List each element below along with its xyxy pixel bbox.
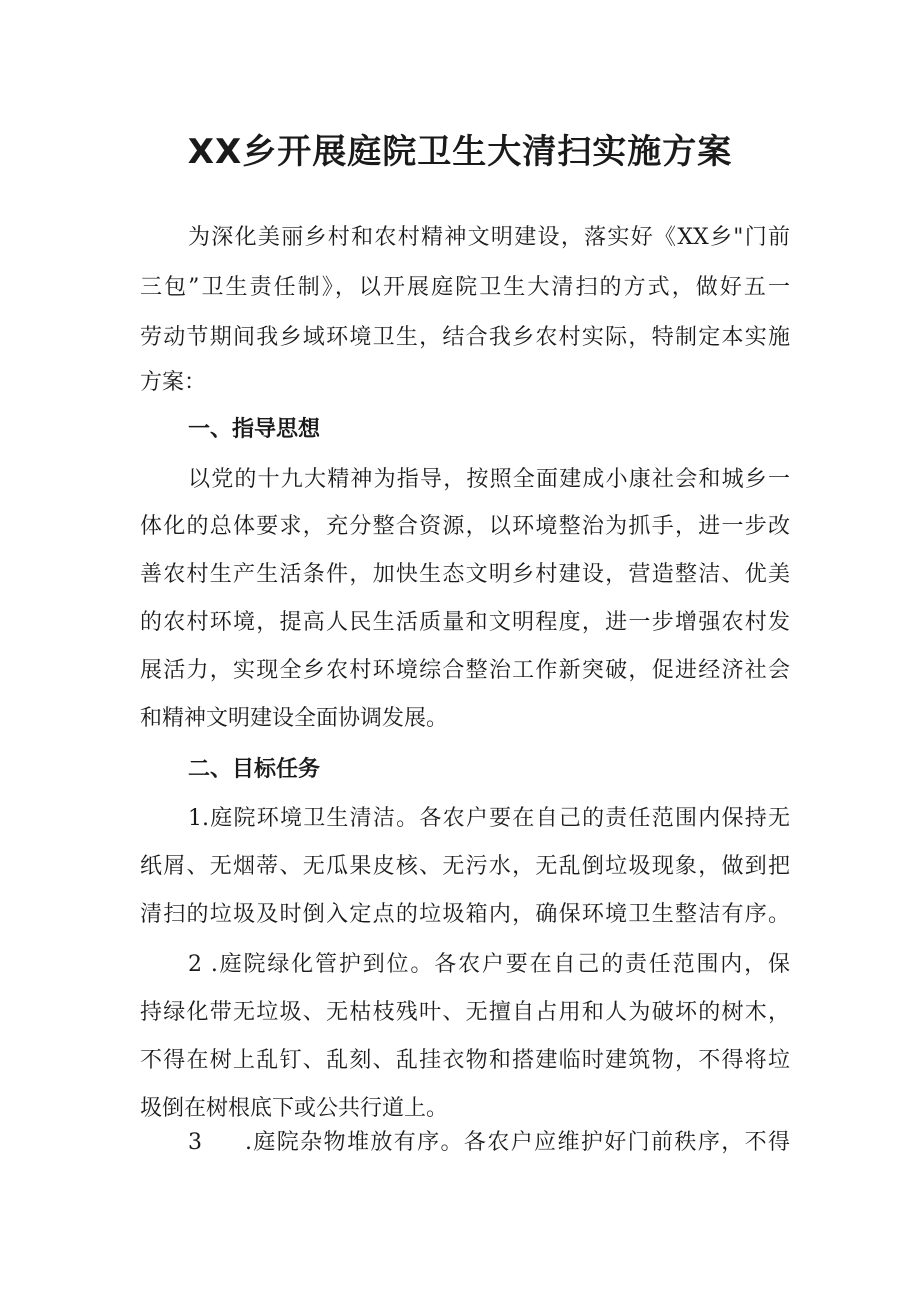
section1-line-5: 展活力，实现全乡农村环境综合整治工作新突破，促进经济社会 (140, 658, 790, 683)
section1-line-2: 体化的总体要求，充分整合资源，以环境整治为抓手，进一步改 (140, 514, 790, 539)
item2-line-2: 持绿化带无垃圾、无枯枝残叶、无擅自占用和人为破坏的树木， (140, 1000, 790, 1025)
document-title: XX乡开展庭院卫生大清扫实施方案 (187, 132, 733, 172)
section1-line-3: 善农村生产生活条件，加快生态文明乡村建设，营造整洁、优美 (140, 562, 790, 587)
intro-line-2: 三包”卫生责任制》，以开展庭院卫生大清扫的方式，做好五一 (140, 275, 790, 300)
item2-line-4: 圾倒在树根底下或公共行道上。 (140, 1096, 449, 1121)
intro-line-3: 劳动节期间我乡域环境卫生，结合我乡农村实际，特制定本实施 (140, 325, 790, 350)
item2-line-3: 不得在树上乱钉、乱刻、乱挂衣物和搭建临时建筑物，不得将垃 (140, 1048, 790, 1073)
item1-line-2: 纸屑、无烟蒂、无瓜果皮核、无污水，无乱倒垃圾现象，做到把 (140, 854, 790, 879)
section1-line-6: 和精神文明建设全面协调发展。 (140, 706, 449, 731)
item3-line-1: .庭院杂物堆放有序。各农户应维护好门前秩序，不得 (245, 1130, 790, 1155)
intro-line-1: 为深化美丽乡村和农村精神文明建设，落实好《XX乡"门前 (188, 225, 790, 250)
item2-line-1: 2 .庭院绿化管护到位。各农户要在自己的责任范围内，保 (188, 952, 790, 977)
item1-line-1: 1.庭院环境卫生清洁。各农户要在自己的责任范围内保持无 (188, 806, 790, 831)
item3-number: 3 (188, 1130, 202, 1155)
section1-line-4: 的农村环境，提高人民生活质量和文明程度，进一步增强农村发 (140, 610, 790, 635)
section2-heading: 二、目标任务 (188, 757, 321, 782)
section1-heading: 一、指导思想 (188, 417, 321, 442)
intro-line-4: 方案： (140, 370, 207, 395)
section1-line-1: 以党的十九大精神为指导，按照全面建成小康社会和城乡一 (188, 467, 790, 492)
item1-line-3: 清扫的垃圾及时倒入定点的垃圾箱内，确保环境卫生整洁有序。 (140, 902, 790, 927)
